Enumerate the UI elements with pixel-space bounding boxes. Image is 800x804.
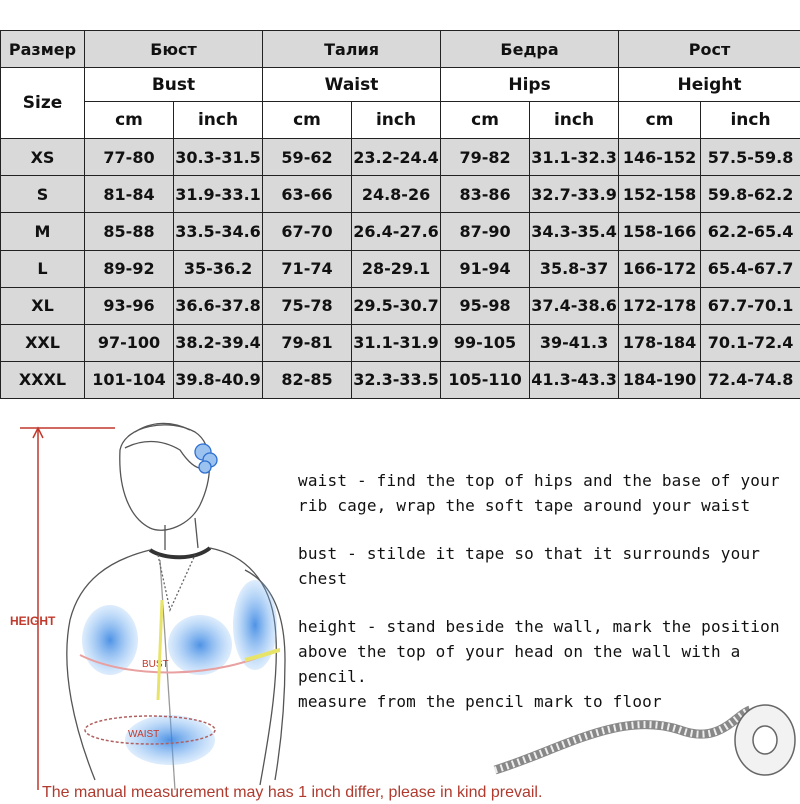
measurement-cell: 105-110 bbox=[441, 361, 530, 398]
measurement-cell: 67-70 bbox=[263, 213, 352, 250]
unit-header: inch bbox=[530, 102, 619, 139]
header-bust-ru: Бюст bbox=[85, 31, 263, 68]
size-chart-table bbox=[0, 30, 800, 399]
measurement-cell: 30.3-31.5 bbox=[174, 139, 263, 176]
body-shading bbox=[82, 605, 138, 675]
measurement-cell: 152-158 bbox=[619, 176, 701, 213]
measurement-cell: 85-88 bbox=[85, 213, 174, 250]
measurement-cell: 36.6-37.8 bbox=[174, 287, 263, 324]
unit-header: cm bbox=[263, 102, 352, 139]
measurement-cell: 81-84 bbox=[85, 176, 174, 213]
measurement-cell: 26.4-27.6 bbox=[352, 213, 441, 250]
measurement-cell: 37.4-38.6 bbox=[530, 287, 619, 324]
measurement-cell: 172-178 bbox=[619, 287, 701, 324]
measurement-cell: 93-96 bbox=[85, 287, 174, 324]
size-row bbox=[1, 213, 800, 250]
measurement-cell: 72.4-74.8 bbox=[701, 361, 800, 398]
header-size-en: Size bbox=[1, 68, 85, 139]
waist-tape-label: WAIST bbox=[128, 729, 159, 740]
bust-instruction-line: bust - stilde it tape so that it surrounds your chest bbox=[298, 544, 760, 588]
body-shading bbox=[168, 615, 232, 675]
measurement-cell: 39-41.3 bbox=[530, 324, 619, 361]
size-row bbox=[1, 139, 800, 176]
size-name-cell: XXXL bbox=[1, 361, 85, 398]
unit-header: cm bbox=[85, 102, 174, 139]
height-instruction-line: above the top of your head on the wall with a pencil. bbox=[298, 642, 740, 686]
measurement-cell: 83-86 bbox=[441, 176, 530, 213]
measurement-cell: 59-62 bbox=[263, 139, 352, 176]
measurement-cell: 101-104 bbox=[85, 361, 174, 398]
measurement-cell: 97-100 bbox=[85, 324, 174, 361]
size-name-cell: S bbox=[1, 176, 85, 213]
measurement-cell: 29.5-30.7 bbox=[352, 287, 441, 324]
measurement-cell: 59.8-62.2 bbox=[701, 176, 800, 213]
measurement-cell: 32.3-33.5 bbox=[352, 361, 441, 398]
bust-instruction bbox=[298, 541, 798, 591]
measurement-cell: 82-85 bbox=[263, 361, 352, 398]
measurement-cell: 70.1-72.4 bbox=[701, 324, 800, 361]
measurement-cell: 89-92 bbox=[85, 250, 174, 287]
size-name-cell: XXL bbox=[1, 324, 85, 361]
size-name-cell: M bbox=[1, 213, 85, 250]
size-row bbox=[1, 361, 800, 398]
header-size-ru: Размер bbox=[1, 31, 85, 68]
size-name-cell: L bbox=[1, 250, 85, 287]
height-marker-label: HEIGHT bbox=[10, 614, 55, 628]
measurement-cell: 35.8-37 bbox=[530, 250, 619, 287]
measurement-cell: 31.1-31.9 bbox=[352, 324, 441, 361]
height-instruction bbox=[298, 614, 798, 714]
measurement-cell: 158-166 bbox=[619, 213, 701, 250]
measurement-cell: 32.7-33.9 bbox=[530, 176, 619, 213]
front-tape bbox=[158, 600, 162, 700]
measurement-cell: 184-190 bbox=[619, 361, 701, 398]
unit-header: inch bbox=[352, 102, 441, 139]
measurement-cell: 99-105 bbox=[441, 324, 530, 361]
measurement-cell: 77-80 bbox=[85, 139, 174, 176]
measurement-cell: 178-184 bbox=[619, 324, 701, 361]
height-instruction-line: height - stand beside the wall, mark the position bbox=[298, 617, 780, 636]
size-row bbox=[1, 176, 800, 213]
header-hips-en: Hips bbox=[441, 68, 619, 102]
measurement-cell: 35-36.2 bbox=[174, 250, 263, 287]
measurement-cell: 87-90 bbox=[441, 213, 530, 250]
header-bust-en: Bust bbox=[85, 68, 263, 102]
measurement-cell: 71-74 bbox=[263, 250, 352, 287]
measurement-cell: 24.8-26 bbox=[352, 176, 441, 213]
unit-header: cm bbox=[441, 102, 530, 139]
measurement-cell: 23.2-24.4 bbox=[352, 139, 441, 176]
measurement-cell: 38.2-39.4 bbox=[174, 324, 263, 361]
measurement-cell: 31.9-33.1 bbox=[174, 176, 263, 213]
measurement-cell: 57.5-59.8 bbox=[701, 139, 800, 176]
waist-instruction-line: waist - find the top of hips and the base of your bbox=[298, 471, 780, 490]
measurement-cell: 79-82 bbox=[441, 139, 530, 176]
measurement-cell: 31.1-32.3 bbox=[530, 139, 619, 176]
size-name-cell: XS bbox=[1, 139, 85, 176]
measurement-cell: 39.8-40.9 bbox=[174, 361, 263, 398]
header-height-en: Height bbox=[619, 68, 800, 102]
header-hips-ru: Бедра bbox=[441, 31, 619, 68]
size-row bbox=[1, 324, 800, 361]
height-instruction-line: measure from the pencil mark to floor bbox=[298, 692, 662, 711]
measurement-instructions bbox=[298, 468, 798, 737]
size-name-cell: XL bbox=[1, 287, 85, 324]
waist-instruction-line: rib cage, wrap the soft tape around your waist bbox=[298, 496, 750, 515]
measurement-cell: 146-152 bbox=[619, 139, 701, 176]
unit-header: inch bbox=[701, 102, 800, 139]
measurement-cell: 75-78 bbox=[263, 287, 352, 324]
header-height-ru: Рост bbox=[619, 31, 800, 68]
bust-tape-label: BUST bbox=[142, 659, 169, 670]
measurement-cell: 79-81 bbox=[263, 324, 352, 361]
header-waist-en: Waist bbox=[263, 68, 441, 102]
waist-instruction bbox=[298, 468, 798, 518]
measurement-cell: 41.3-43.3 bbox=[530, 361, 619, 398]
measurement-cell: 62.2-65.4 bbox=[701, 213, 800, 250]
measurement-disclaimer: The manual measurement may has 1 inch differ, please in kind prevail. bbox=[42, 784, 542, 802]
measurement-cell: 95-98 bbox=[441, 287, 530, 324]
measurement-cell: 28-29.1 bbox=[352, 250, 441, 287]
unit-header: cm bbox=[619, 102, 701, 139]
measurement-cell: 65.4-67.7 bbox=[701, 250, 800, 287]
measurement-cell: 63-66 bbox=[263, 176, 352, 213]
measurement-cell: 34.3-35.4 bbox=[530, 213, 619, 250]
header-waist-ru: Талия bbox=[263, 31, 441, 68]
size-row bbox=[1, 250, 800, 287]
size-row bbox=[1, 287, 800, 324]
measurement-cell: 33.5-34.6 bbox=[174, 213, 263, 250]
unit-header: inch bbox=[174, 102, 263, 139]
measurement-cell: 91-94 bbox=[441, 250, 530, 287]
measurement-cell: 166-172 bbox=[619, 250, 701, 287]
measurement-cell: 67.7-70.1 bbox=[701, 287, 800, 324]
body-shading bbox=[125, 715, 215, 765]
